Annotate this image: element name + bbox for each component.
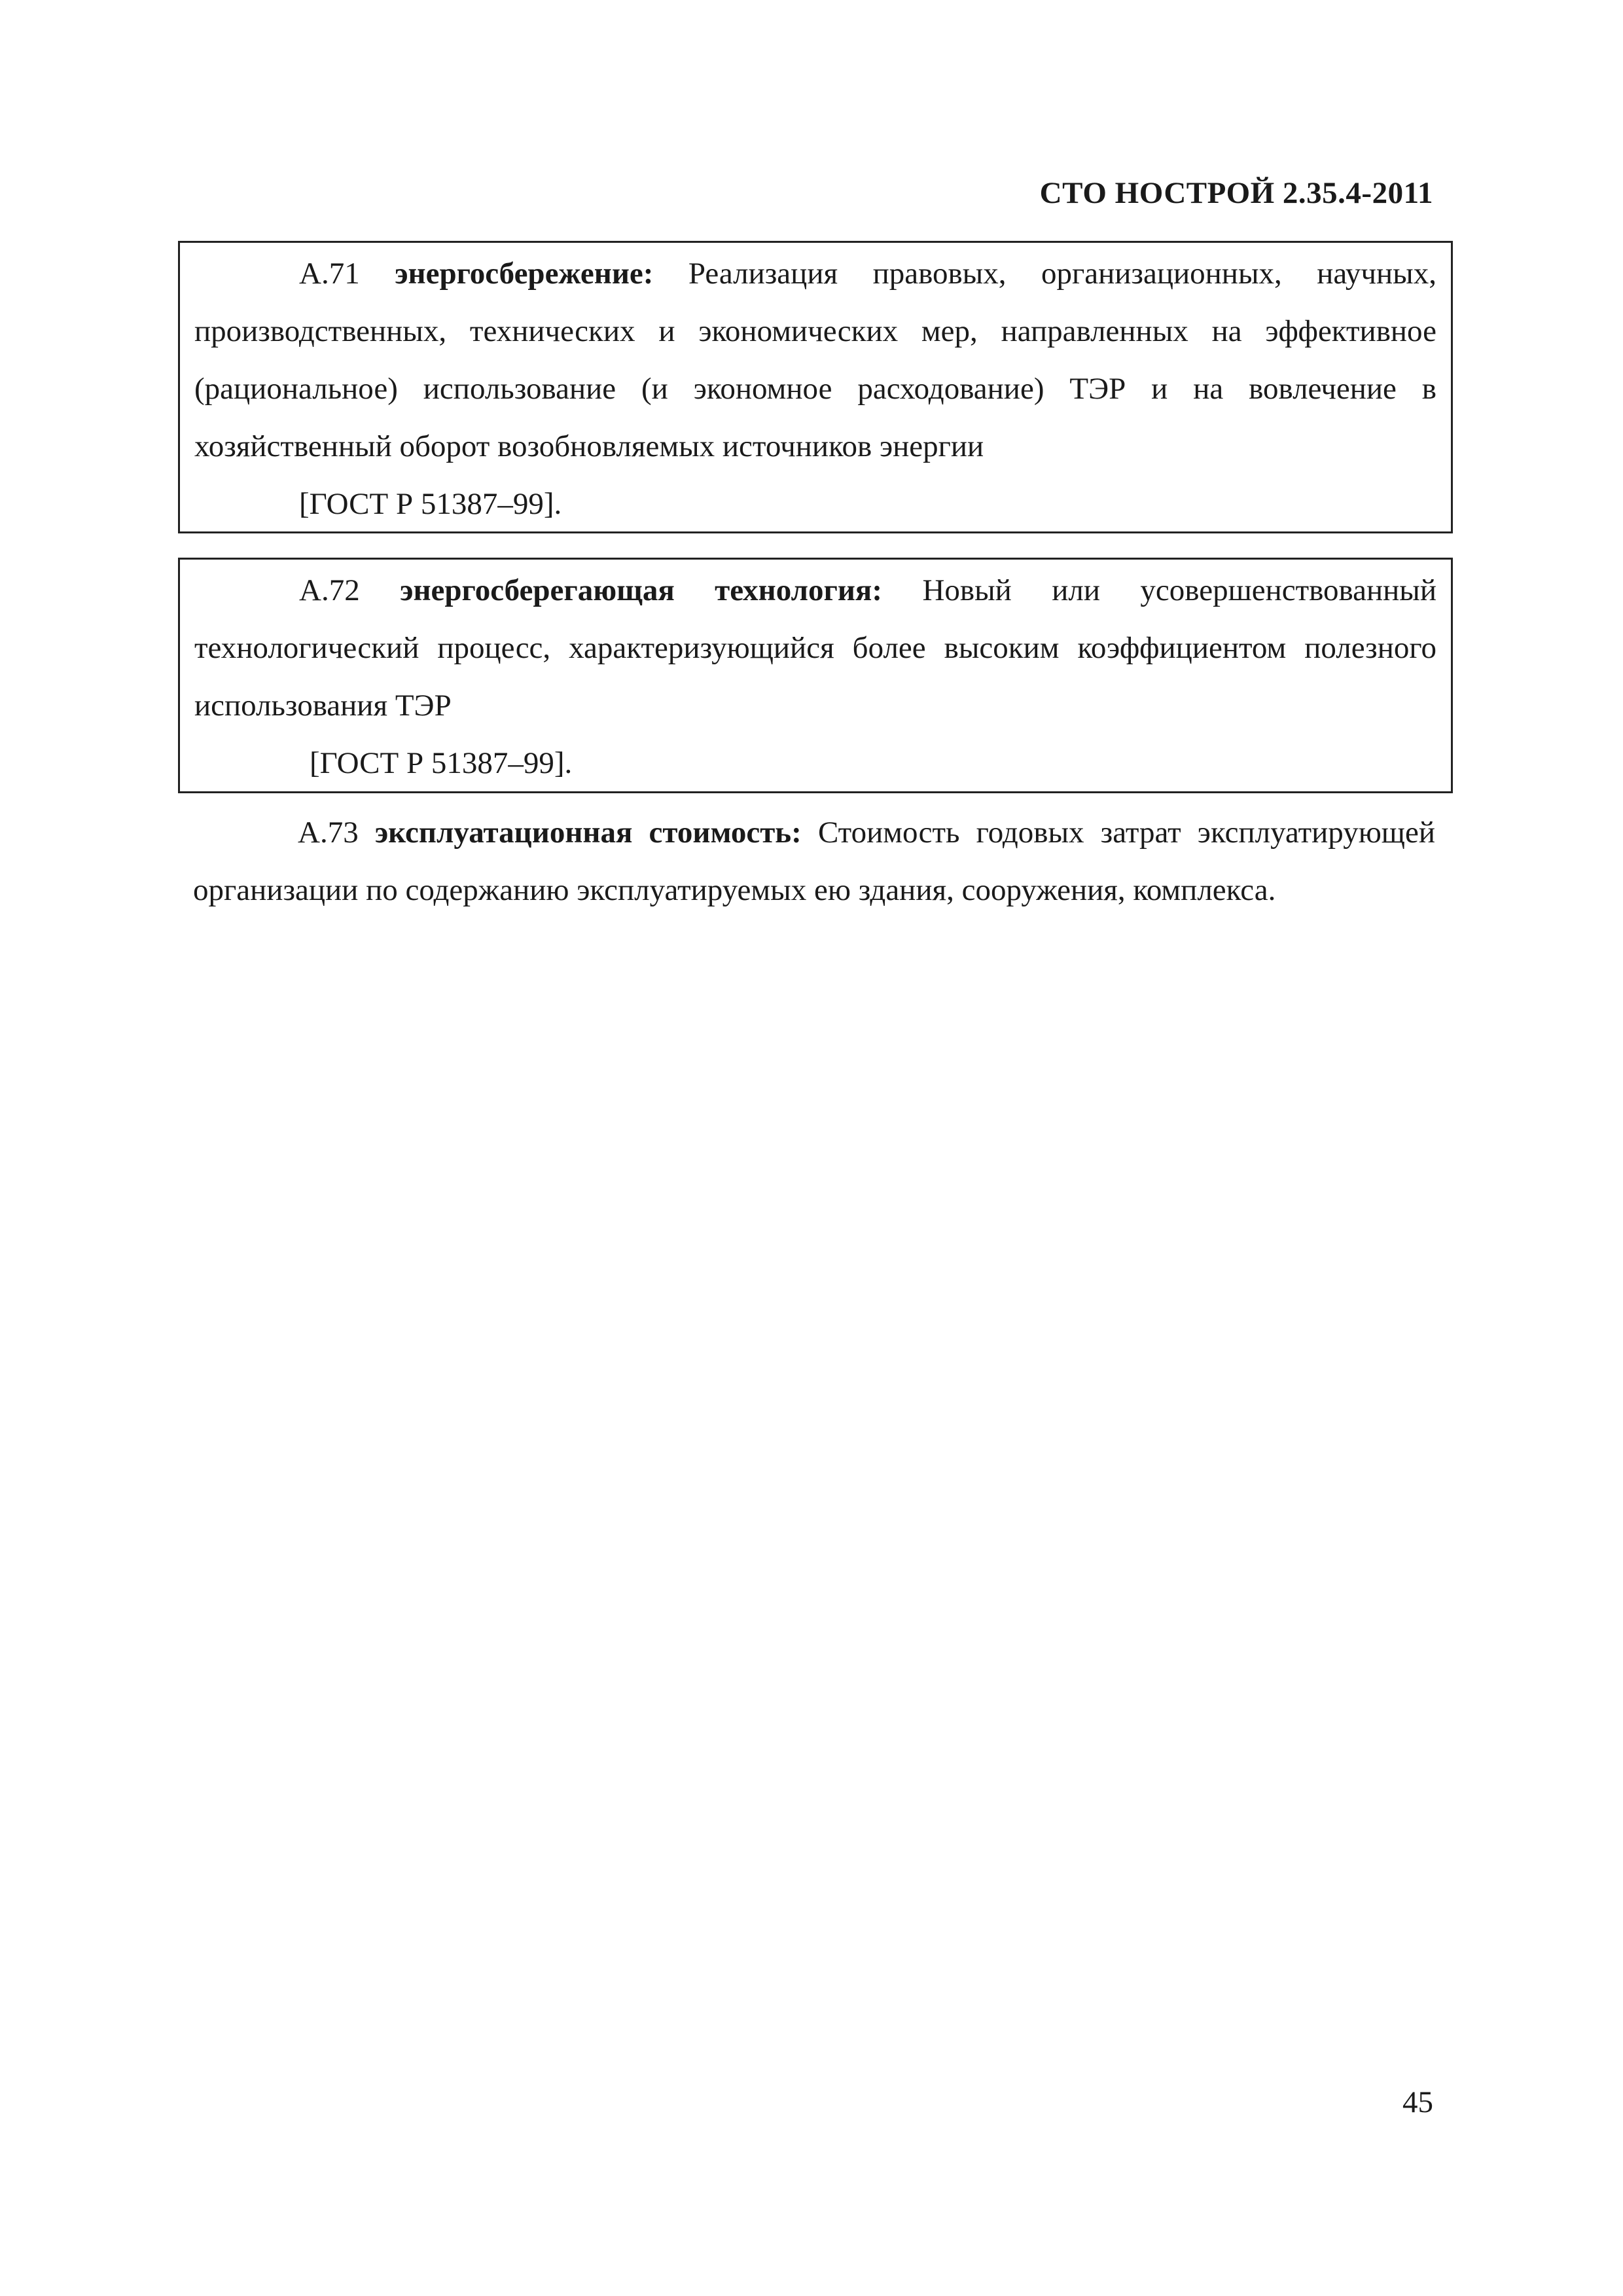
entry-definition: Реализация правовых, организационных, научных, производственных, технических и экономических мер, направленных на эффективное (рациональное) использование (и экономное расходование) ТЭР и на вовлечение в хозяйственный оборот возобновляемых источников энергии [194, 257, 1436, 463]
entry-number: А.71 [299, 257, 360, 291]
page-number: 45 [1402, 2085, 1433, 2119]
term-entry-a72 [194, 562, 1436, 734]
entry-number: А.73 [298, 816, 359, 850]
term-entry-box-a71 [178, 241, 1453, 533]
entry-term: энергосберегающая технология: [400, 573, 883, 607]
entry-definition: Стоимость годовых затрат эксплуатирующей организации по содержанию эксплуатируемых ею здания, сооружения, комплекса. [193, 816, 1436, 907]
entry-definition: Новый или усовершенствованный технологический процесс, характеризующийся более высоким коэффициентом полезного использования ТЭР [194, 573, 1437, 723]
term-entry-a71 [194, 245, 1436, 475]
term-entry-block-a73 [193, 804, 1435, 919]
entry-term: энергосбережение: [395, 257, 654, 291]
document-code-header: СТО НОСТРОЙ 2.35.4-2011 [1039, 176, 1433, 210]
term-entry-a73 [193, 804, 1435, 919]
entry-reference: [ГОСТ Р 51387–99]. [310, 746, 573, 780]
term-entry-box-a72 [178, 558, 1453, 793]
entry-term: эксплуатационная стоимость: [374, 816, 802, 850]
entry-reference: [ГОСТ Р 51387–99]. [299, 487, 562, 521]
entry-number: А.72 [299, 573, 360, 607]
